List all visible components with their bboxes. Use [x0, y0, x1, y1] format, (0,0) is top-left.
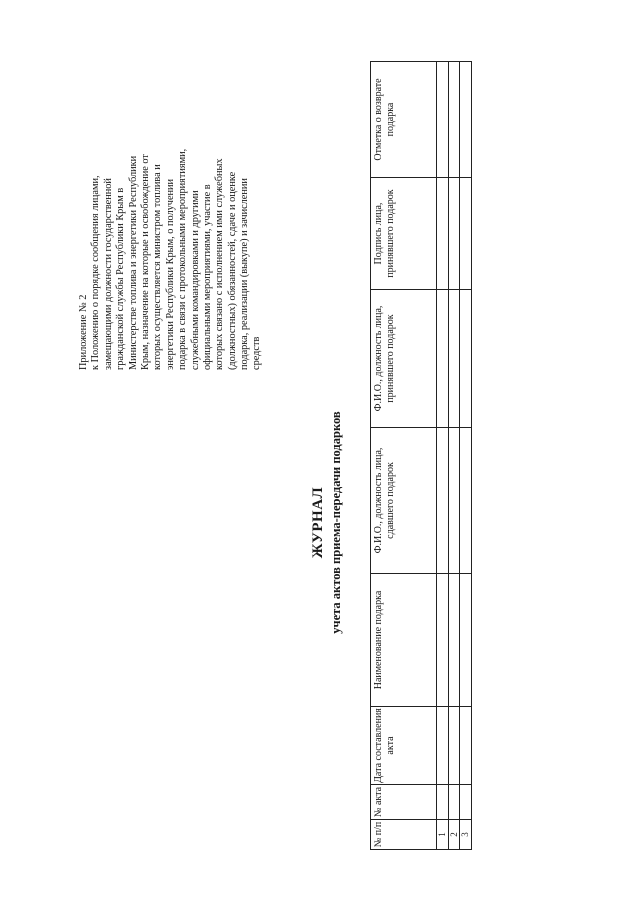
table-cell: [448, 785, 460, 820]
table-cell: [460, 178, 472, 290]
table-cell: 3: [460, 820, 472, 850]
table-cell: 2: [448, 820, 460, 850]
header-cell-giver: Ф.И.О., должность лица, сдавшего подарок: [371, 428, 437, 574]
table-cell: [437, 290, 449, 428]
table-cell: [460, 62, 472, 178]
journal-table: [370, 61, 472, 850]
document-subtitle: учета актов приема-передачи подарков: [329, 411, 343, 634]
appendix-line: Министерстве топлива и энергетики Республики: [127, 155, 139, 370]
appendix-line: (должностных) обязанностей, сдаче и оценке: [226, 171, 238, 370]
table-cell: 1: [437, 820, 449, 850]
header-cell-return-mark: Отметка о возврате подарка: [371, 62, 437, 178]
table-cell: [460, 574, 472, 707]
table-row: [437, 62, 449, 850]
table-header-row: [371, 62, 437, 850]
table-cell: [437, 428, 449, 574]
appendix-line: средств: [251, 336, 263, 370]
table-cell: [448, 290, 460, 428]
table-cell: [460, 785, 472, 820]
header-cell-gift-name: Наименование подарка: [371, 574, 437, 707]
table-cell: [437, 62, 449, 178]
appendix-line: подарка в связи с протокольными мероприятиями,: [177, 148, 189, 370]
table-cell: [460, 290, 472, 428]
title-block: [309, 140, 344, 905]
table-cell: [448, 707, 460, 785]
table-cell: [448, 574, 460, 707]
header-cell-act-number: № акта: [371, 785, 437, 820]
appendix-line: Приложение № 2: [78, 294, 89, 370]
table-cell: [437, 707, 449, 785]
appendix-line: официальными мероприятиями, участие в: [201, 184, 213, 370]
appendix-note: [78, 125, 264, 370]
appendix-line: которых связано с исполнением ими служебных: [214, 158, 226, 370]
appendix-line: Крым, назначение на которые и освобождение от: [139, 154, 151, 370]
table-cell: [437, 178, 449, 290]
header-cell-row-number: № п/п: [371, 820, 437, 850]
table-row: [460, 62, 472, 850]
table-cell: [437, 785, 449, 820]
table-cell: [437, 574, 449, 707]
header-cell-receiver-signature: Подпись лица, принявшего подарок: [371, 178, 437, 290]
appendix-line: подарка, реализации (выкупе) и зачислении: [239, 178, 251, 370]
table-cell: [448, 428, 460, 574]
table-cell: [448, 178, 460, 290]
appendix-line: которых осуществляется министром топлива и: [152, 164, 164, 370]
appendix-line: служебными командировками и другими: [189, 190, 201, 370]
appendix-line: к Положению о порядке сообщения лицами,: [90, 175, 102, 370]
document-title: ЖУРНАЛ: [310, 486, 326, 559]
table-cell: [460, 707, 472, 785]
table-cell: [448, 62, 460, 178]
table-cell: [460, 428, 472, 574]
header-cell-receiver: Ф.И.О., должность лица, принявшего подарок: [371, 290, 437, 428]
table-row: [448, 62, 460, 850]
appendix-line: гражданской службы Республики Крым в: [115, 187, 127, 370]
appendix-line: энергетики Республики Крым, о получении: [164, 178, 176, 370]
header-cell-act-date: Дата составления акта: [371, 707, 437, 785]
appendix-line: замещающими должности государственной: [102, 178, 114, 370]
